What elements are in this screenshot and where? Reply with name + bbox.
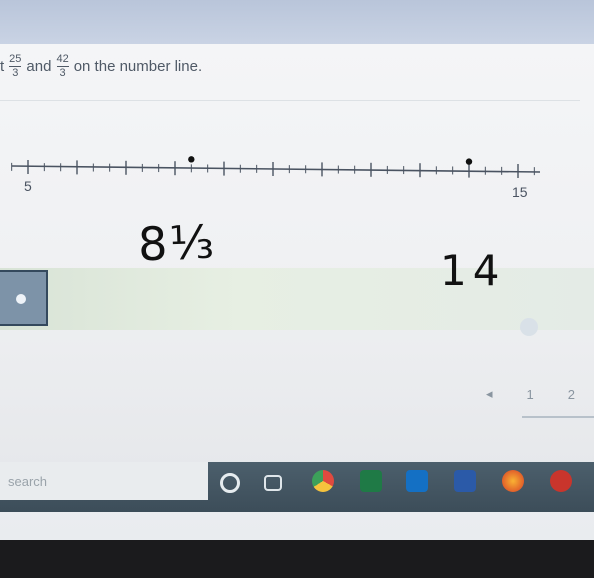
question-text — [0, 50, 202, 82]
status-dot — [520, 318, 538, 336]
fraction-1-numerator: 25 — [9, 52, 22, 65]
number-line-axis-line — [12, 166, 540, 172]
plotted-point[interactable] — [466, 158, 472, 164]
app-red-icon[interactable] — [550, 470, 572, 492]
number-line-axis — [12, 166, 540, 172]
pagination — [486, 386, 575, 402]
pager-underline — [522, 416, 594, 418]
fraction-2-denominator: 3 — [59, 66, 66, 79]
browser-chrome — [0, 0, 594, 44]
question-suffix: on the number line. — [73, 57, 203, 75]
question-prefix: t — [0, 57, 5, 75]
task-view-icon[interactable] — [264, 475, 282, 491]
number-line-label-max: 15 — [512, 184, 528, 200]
question-joiner: and — [26, 57, 52, 75]
cortana-icon[interactable] — [220, 473, 240, 493]
word-icon[interactable] — [454, 470, 476, 492]
outlook-icon[interactable] — [406, 470, 428, 492]
handwritten-answer-b: 14 — [440, 246, 506, 295]
point-icon — [16, 294, 26, 304]
point-tool-button[interactable] — [0, 270, 48, 326]
fraction-1 — [9, 54, 21, 79]
number-line-points — [188, 156, 472, 165]
excel-icon[interactable] — [360, 470, 382, 492]
plotted-point[interactable] — [188, 156, 194, 162]
search-placeholder: search — [8, 473, 48, 489]
taskbar-search[interactable] — [0, 462, 208, 500]
fraction-1-denominator: 3 — [12, 66, 19, 79]
firefox-icon[interactable] — [502, 470, 524, 492]
fraction-2 — [56, 54, 68, 79]
number-line-label-min: 5 — [24, 178, 32, 194]
prev-page-button[interactable]: ◂ — [486, 386, 493, 401]
page-2-link[interactable]: 2 — [567, 386, 575, 402]
number-line-ticks — [12, 160, 535, 178]
handwritten-answer-a: 8⅓ — [137, 214, 217, 272]
taskbar — [0, 462, 594, 512]
page-1-link[interactable]: 1 — [526, 386, 534, 402]
fraction-2-numerator: 42 — [56, 52, 69, 65]
chrome-icon[interactable] — [312, 470, 334, 492]
